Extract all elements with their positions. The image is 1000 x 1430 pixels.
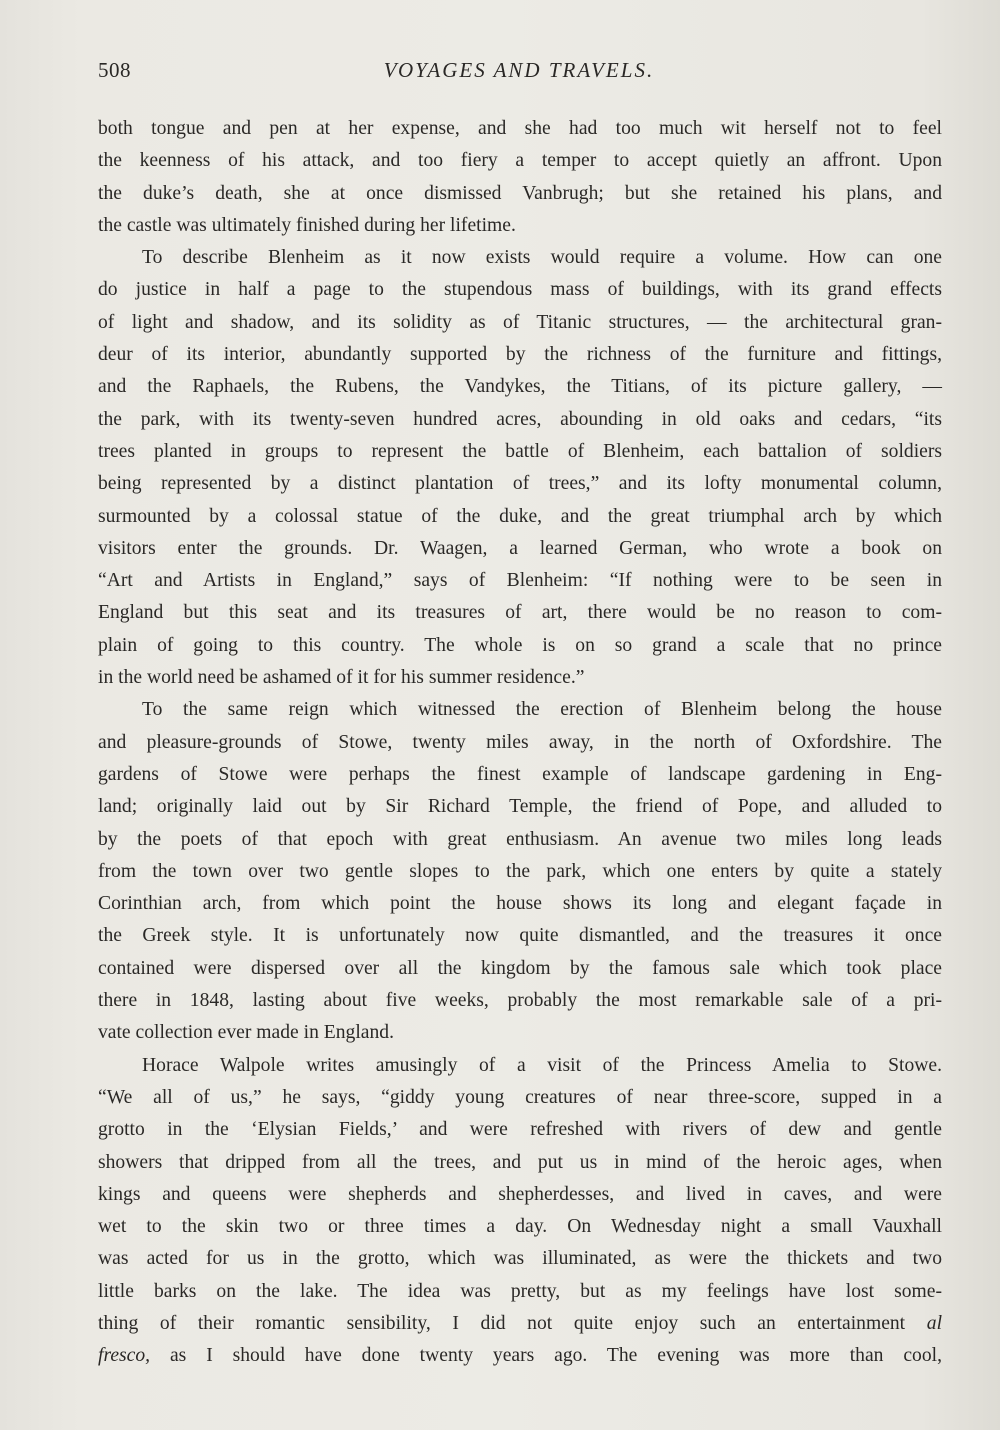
text-line: the duke’s death, she at once dismissed Vanbrugh; but she retained his plans, and: [98, 182, 942, 204]
running-title: VOYAGES AND TRAVELS.: [383, 58, 655, 82]
text-line: in the world need be ashamed of it for his summer residence.”: [98, 667, 585, 689]
text-line: gardens of Stowe were perhaps the finest example of landscape gardening in Eng-: [98, 763, 942, 785]
text-line: and the Raphaels, the Rubens, the Vandykes, the Titians, of its picture gallery, —: [98, 376, 942, 398]
paragraph-start-line: Horace Walpole writes amusingly of a visit of the Princess Amelia to Stowe.: [142, 1054, 942, 1076]
text-line: “We all of us,” he says, “giddy young creatures of near three-score, supped in a: [98, 1086, 942, 1108]
text-line-with-italic: [98, 1340, 942, 1372]
text-line: visitors enter the grounds. Dr. Waagen, a learned German, who wrote a book on: [98, 537, 942, 559]
text-line: contained were dispersed over all the kingdom by the famous sale which took place: [98, 957, 942, 979]
text-line: surmounted by a colossal statue of the duke, and the great triumphal arch by which: [98, 505, 942, 527]
text-line: the castle was ultimately finished during her lifetime.: [98, 214, 516, 236]
text-segment: as I should have done twenty years ago. The evening was more than cool,: [169, 1345, 942, 1367]
text-line: the park, with its twenty-seven hundred acres, abounding in old oaks and cedars, “its: [98, 408, 942, 430]
text-line-with-italic: [98, 1308, 942, 1340]
text-line: by the poets of that epoch with great enthusiasm. An avenue two miles long leads: [98, 828, 942, 850]
body-text: [98, 113, 942, 1373]
text-line: was acted for us in the grotto, which was illuminated, as were the thickets and two: [98, 1248, 942, 1270]
text-line: being represented by a distinct plantation of trees,” and its lofty monumental column,: [98, 473, 942, 495]
text-line: little barks on the lake. The idea was pretty, but as my feelings have lost some-: [98, 1280, 942, 1302]
text-line: showers that dripped from all the trees, and put us in mind of the heroic ages, when: [98, 1151, 942, 1173]
text-segment: thing of their romantic sensibility, I did not quite enjoy such an entertainment: [98, 1312, 906, 1334]
text-line: “Art and Artists in England,” says of Blenheim: “If nothing were to be seen in: [98, 570, 942, 592]
text-line: England but this seat and its treasures of art, there would be no reason to com-: [98, 602, 942, 624]
text-line: both tongue and pen at her expense, and she had too much wit herself not to feel: [98, 118, 942, 139]
text-line: plain of going to this country. The whole is on so grand a scale that no prince: [98, 634, 942, 656]
text-line: do justice in half a page to the stupendous mass of buildings, with its grand effects: [98, 279, 942, 301]
text-line: the Greek style. It is unfortunately now quite dismantled, and the treasures it once: [98, 925, 942, 947]
page-number: 508: [98, 58, 131, 82]
text-line: there in 1848, lasting about five weeks, probably the most remarkable sale of a pri-: [98, 990, 942, 1012]
text-line: grotto in the ‘Elysian Fields,’ and were refreshed with rivers of dew and gentle: [98, 1119, 942, 1141]
text-line: of light and shadow, and its solidity as of Titanic structures, — the architectural gran-: [98, 311, 942, 333]
text-line: kings and queens were shepherds and shepherdesses, and lived in caves, and were: [98, 1183, 942, 1205]
text-line: Corinthian arch, from which point the house shows its long and elegant façade in: [98, 893, 942, 915]
text-line: wet to the skin two or three times a day. On Wednesday night a small Vauxhall: [98, 1216, 942, 1238]
text-line: vate collection ever made in England.: [98, 1022, 394, 1044]
paragraph-start-line: To the same reign which witnessed the erection of Blenheim belong the house: [142, 699, 942, 721]
text-line: and pleasure-grounds of Stowe, twenty miles away, in the north of Oxfordshire. The: [98, 731, 942, 753]
text-line: land; originally laid out by Sir Richard Temple, the friend of Pope, and alluded to: [98, 796, 942, 818]
italic-word: fresco,: [98, 1345, 151, 1367]
text-line: deur of its interior, abundantly supported by the richness of the furniture and fittings,: [98, 344, 942, 366]
text-line: trees planted in groups to represent the battle of Blenheim, each battalion of soldiers: [98, 440, 942, 462]
text-line: from the town over two gentle slopes to the park, which one enters by quite a stately: [98, 860, 942, 882]
italic-word: al: [926, 1312, 943, 1334]
page-header: [98, 58, 940, 92]
paragraph-start-line: To describe Blenheim as it now exists would require a volume. How can one: [142, 247, 942, 269]
text-line: the keenness of his attack, and too fiery a temper to accept quietly an affront. Upon: [98, 150, 942, 172]
